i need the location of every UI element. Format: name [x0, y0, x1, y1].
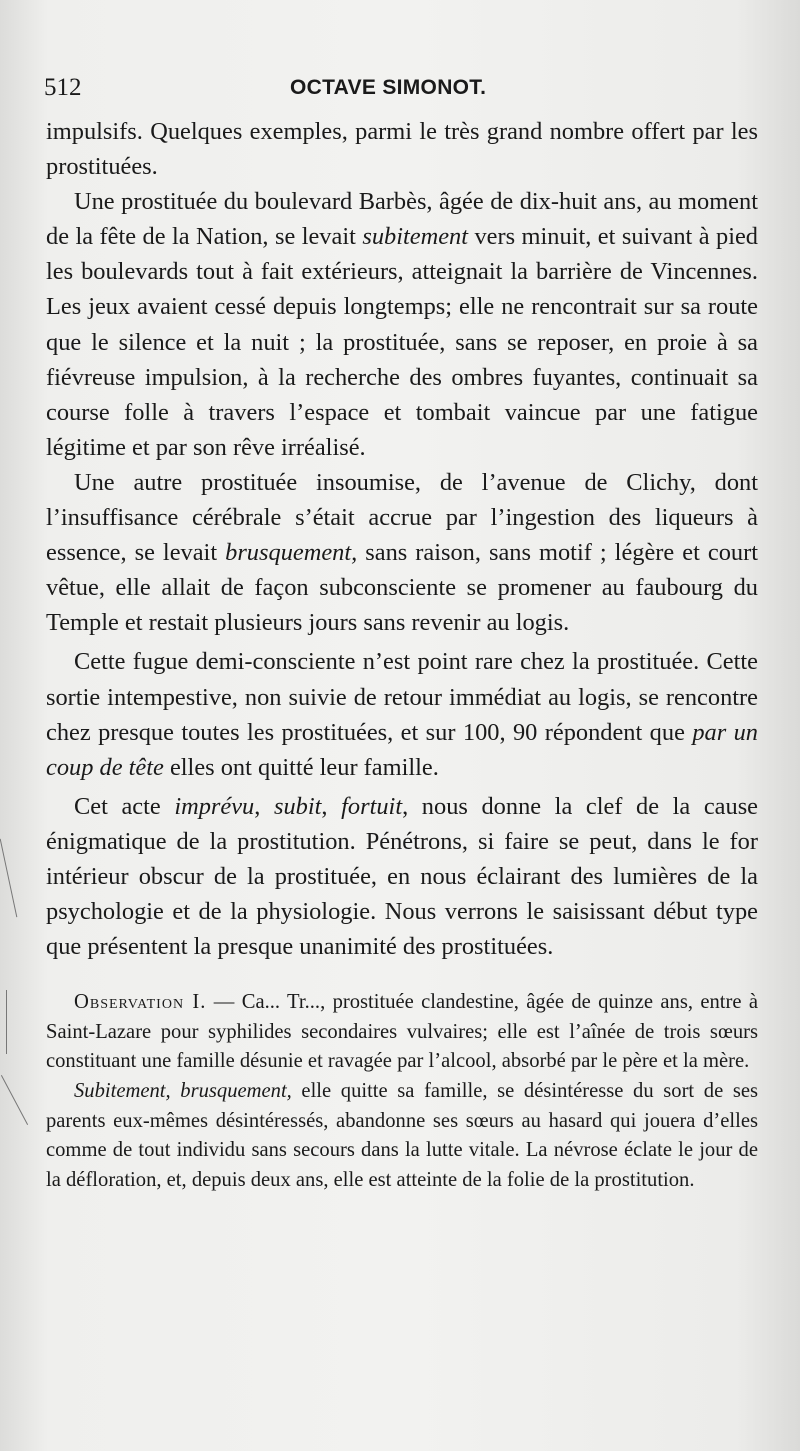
- paragraph: [46, 465, 758, 640]
- italic-text: imprévu: [174, 792, 255, 820]
- text-run: Une prostituée du boulevard Barbès, âgée de dix-huit ans, au moment de la fête de la Nation, se levait: [46, 188, 758, 251]
- text-run: vers minuit, et suivant à pied les boulevards tout à fait extérieurs, atteignait la barrière de Vincennes. Les jeux avaient cessé depuis longtemps; elle ne rencontrait sur sa route que le silence et la nuit ; la prostituée, sans se reposer, en proie à sa fiévreuse impulsion, à la recherche des ombres fuyantes, continuait sa course folle à travers l’espace et tombait vaincue par une fatigue légitime et par son rêve irréalisé.: [46, 223, 759, 461]
- body-text: [46, 114, 758, 1195]
- page-header: [44, 70, 756, 106]
- observation-paragraph: [46, 1077, 758, 1195]
- text-run: elle quitte sa famille, se désintéresse du sort de ses parents eux-mêmes désintéressés, abandonne ses sœurs au hasard qui jouera d’elles comme de tout individu sans secours dans la lutte vitale. La névrose éclate le jour de la défloration, et, depuis deux ans, elle est atteinte de la folie de la prostitution.: [46, 1080, 758, 1191]
- running-title: OCTAVE SIMONOT.: [290, 76, 487, 99]
- margin-pencil-mark: [1, 1075, 28, 1125]
- observation-heading: Observation I.: [74, 991, 207, 1014]
- paragraph: [46, 184, 758, 465]
- text-run: ,: [254, 792, 274, 820]
- text-run: Une autre prostituée insoumise, de l’avenue de Clichy, dont l’insuffisance cérébrale s’était accrue par l’ingestion des liqueurs à essence, se levait: [46, 468, 758, 567]
- italic-text: fortuit: [341, 792, 403, 820]
- text-run: elles ont quitté leur famille.: [163, 753, 439, 781]
- paragraph: [46, 789, 758, 964]
- text-run: Cette fugue demi-consciente n’est point rare chez la prostituée. Cette sortie intempestive, non suivie de retour immédiat au logis, se rencontre chez presque toutes les prostituées, et sur 100, 90 répondent que: [46, 648, 758, 746]
- text-run: sans raison, sans motif ; légère et court vêtue, elle allait de façon subconsciente se promener au faubourg du Temple et restait plusieurs jours sans revenir au logis.: [46, 539, 758, 637]
- italic-text: subit: [273, 792, 322, 820]
- text-run: , nous donne la clef de la cause énigmatique de la prostitution. Pénétrons, si faire se peut, dans le for intérieur obscur de la prostituée, en nous éclairant des lumières de la psychologie et de la physiologie. Nous verrons le saisissant début type que présentent la presque unanimité des prostituées.: [46, 792, 759, 961]
- margin-pencil-mark: [6, 990, 7, 1054]
- paragraph: [46, 644, 758, 784]
- paragraph: impulsifs. Quelques exemples, parmi le très grand nombre offert par les prostituées.: [46, 118, 758, 181]
- italic-text: par un coup de tête: [46, 718, 758, 781]
- text-run: ,: [321, 792, 342, 820]
- italic-text: Subitement, brusquement,: [74, 1080, 292, 1103]
- margin-pencil-mark: [0, 839, 17, 917]
- italic-text: brusquement,: [225, 539, 358, 567]
- page-number: 512: [44, 74, 82, 101]
- observation-paragraph: [46, 988, 758, 1077]
- italic-text: subitement: [362, 223, 469, 251]
- text-run: Cet acte: [74, 792, 175, 820]
- text-run: — Ca... Tr..., prostituée clandestine, âgée de quinze ans, entre à Saint-Lazare pour syphilides secondaires vulvaires; elle est l’aînée de trois sœurs constituant une famille désunie et ravagée par l’alcool, absorbé par le père et la mère.: [46, 991, 758, 1073]
